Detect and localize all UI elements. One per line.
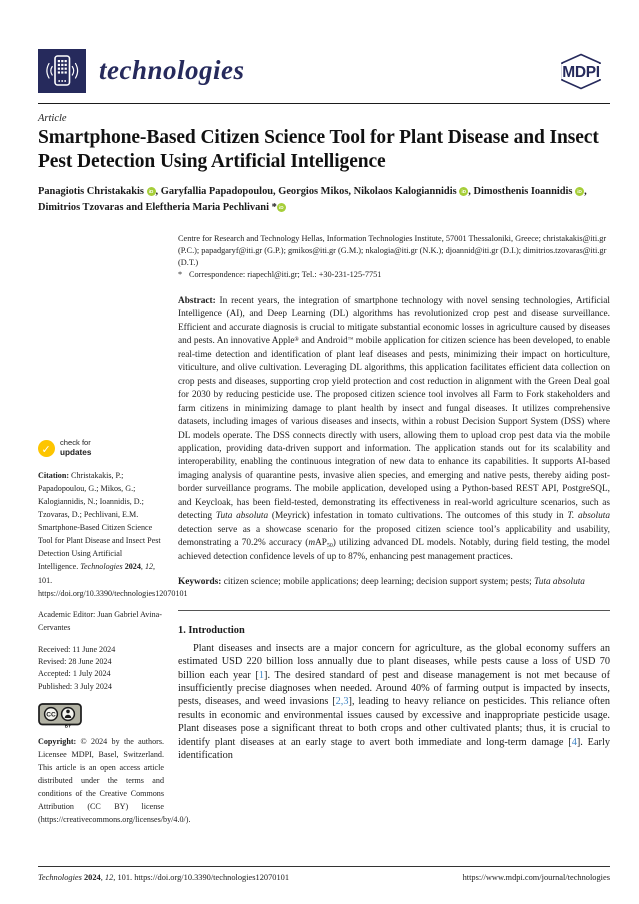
check-for-updates-label: check for updates <box>60 438 92 457</box>
main-content <box>178 233 610 826</box>
intro-paragraph: Plant diseases and insects are a major concern for agriculture, as the global economy suffers an estimated USD 220 billion loss annually due to plant diseases, while pests cause a loss of USD 70 billion each year [1]. The desired standard of pest and disease management is not met because of insufficiently precise diagnoses when needed. Around 40% of farming output is impacted by insects, pests, diseases, and weed invasions [2,3], leading to heavy reliance on pesticides. This reliance often results in economic and environmental issues caused by excessive and inappropriate pesticide usage. Plant diseases pose a significant threat to both crops and other cultivated plants; thus, it is crucial to identify plant diseases at an early stage to avert both immediate and long-term damage [4]. Early identification <box>178 642 610 762</box>
article-type-label: Article <box>38 113 67 124</box>
section-heading: 1. Introduction <box>178 624 245 636</box>
footer-journal-ref: Technologies 2024, 12, 101. https://doi.org/10.3390/technologies12070101 <box>38 873 290 882</box>
affiliation-text: Centre for Research and Technology Hellas, Information Technologies Institute, 57001 Thessaloniki, Greece; christakakis@iti.gr (P.C.); papadgaryf@iti.gr (G.P.); gmikos@iti.gr (G.M.); nkalogia@iti.gr (N.K.); djoannid@iti.gr (D.I.); dimitrios.tzovaras@iti.gr (D.T.) <box>178 234 607 267</box>
correspondence-marker: * <box>178 269 183 279</box>
citation-ref-link[interactable]: 2,3 <box>335 696 349 708</box>
received-date: Received: 11 June 2024 <box>38 644 116 654</box>
citation-ref-link[interactable]: 1 <box>258 669 265 681</box>
page-title: Smartphone-Based Citizen Science Tool for Plant Disease and Insect Pest Detection Using Artificial Intelligence <box>38 127 599 172</box>
cc-by-badge[interactable] <box>38 703 82 728</box>
section-divider <box>178 610 610 611</box>
svg-text:MDPI: MDPI <box>562 64 600 81</box>
body-columns <box>38 233 610 826</box>
check-icon <box>38 440 55 457</box>
citation-text: Citation: Christakakis, P.; Papadopoulou, G.; Mikos, G.; Kalogiannidis, N.; Ioannidis, D.; Tzovaras, D.; Pechlivani, E.M. Smartphone-Based Citizen Science Tool for Plant Disease and Insect Pest Detection Using Artificial Intelligence. Technologies 2024, 12, 101. https://doi.org/10.3390/technologies12070101 <box>38 470 188 598</box>
academic-editor-text: Academic Editor: Juan Gabriel Avina-Cervantes <box>38 609 162 632</box>
sidebar <box>38 233 191 826</box>
keywords-text: Keywords: citizen science; mobile applications; deep learning; decision support system; pests; Tuta absoluta <box>178 577 585 588</box>
svg-text:CC: CC <box>46 711 56 719</box>
published-date: Published: 3 July 2024 <box>38 681 112 691</box>
accepted-date: Accepted: 1 July 2024 <box>38 669 111 679</box>
abstract-text: Abstract: In recent years, the integration of smartphone technology with novel sensing technologies, Artificial Intelligence (AI), and Deep Learning (DL) algorithms has revolutionized crop pest and disease surveillance. Efficient and accurate diagnosis is crucial to mitigate substantial economic losses in agriculture caused by diseases and pests. An innovative Apple® and Android™ mobile application for citizen science has been developed, to enable real-time detection and identification of plant leaf diseases and pests, minimizing their impact on horticulture, viticulture, and olive cultivation. Leveraging DL algorithms, this application facilitates efficient data collection on crop pests and diseases, supporting crop yield protection and cost reduction in alignment with the Green Deal goal for 2030 by reducing pesticide use. The proposed citizen science tool involves all Farm to Fork stakeholders and farm citizens in minimizing damage to plant health by insect and fungal diseases. It utilizes comprehensive datasets, including images of various diseases and insects, within a robust Decision Support System (DSS) where DL models operate. The DSS connects directly with users, allowing them to upload crop pest data via the mobile application, providing data-driven support and information. The application stands out for its scalability and interoperability, enabling the continuous integration of new data to enhance its capabilities. It supports AI-based imaging analysis of quarantine pests, invasive alien species, and emerging and native pests, thereby aiding post-border surveillance programs. The mobile application, developed using a Python-based REST API, PostgreSQL, and Keycloak, has been field-tested, demonstrating its effectiveness in real-world agriculture scenarios, such as detecting Tuta absoluta (Meyrick) infestation in tomato cultivations. The outcomes of this study in T. absoluta detection serve as a showcase scenario for the proposed citizen science tool’s applicability and usability, demonstrating a 70.2% accuracy (mAP$_{50}$) utilizing advanced DL models. Notably, during field testing, the model achieved detection confidence levels of up to 87%, enhancing pest management practices. <box>178 295 611 562</box>
correspondence-line: Correspondence: riapechl@iti.gr; Tel.: +30-231-125-7751 <box>189 269 382 279</box>
orcid-icon[interactable]: iD <box>459 187 468 196</box>
orcid-icon[interactable]: iD <box>575 187 584 196</box>
article-dates <box>38 644 164 694</box>
footer-journal-url[interactable]: https://www.mdpi.com/journal/technologies <box>462 873 610 882</box>
cc-icon <box>45 708 58 721</box>
header-rule <box>38 103 610 104</box>
copyright-text: Copyright: © 2024 by the authors. Licensee MDPI, Basel, Switzerland. This article is an open access article distributed under the terms and conditions of the Creative Commons Attribution (CC BY) license (https://creativecommons.org/licenses/by/4.0/). <box>38 737 191 825</box>
orcid-icon[interactable]: iD <box>147 187 156 196</box>
technologies-logo-icon <box>38 49 86 93</box>
page-footer <box>38 866 610 882</box>
revised-date: Revised: 28 June 2024 <box>38 657 112 667</box>
citation-ref-link[interactable]: 4 <box>571 736 577 748</box>
mdpi-logo <box>552 53 610 90</box>
journal-header <box>38 48 610 93</box>
journal-name: technologies <box>99 55 245 85</box>
svg-text:BY: BY <box>64 723 72 729</box>
orcid-icon[interactable]: iD <box>277 203 286 212</box>
check-for-updates-badge[interactable] <box>38 439 164 457</box>
correspondence-text <box>178 269 610 281</box>
authors-line: Panagiotis Christakakis iD , Garyfallia Papadopoulou, Georgios Mikos, Nikolaos Kalogiannidis iD , Dimosthenis Ioannidis iD , Dimitrios Tzovaras and Eleftheria Maria Pechlivani * iD <box>38 185 587 214</box>
